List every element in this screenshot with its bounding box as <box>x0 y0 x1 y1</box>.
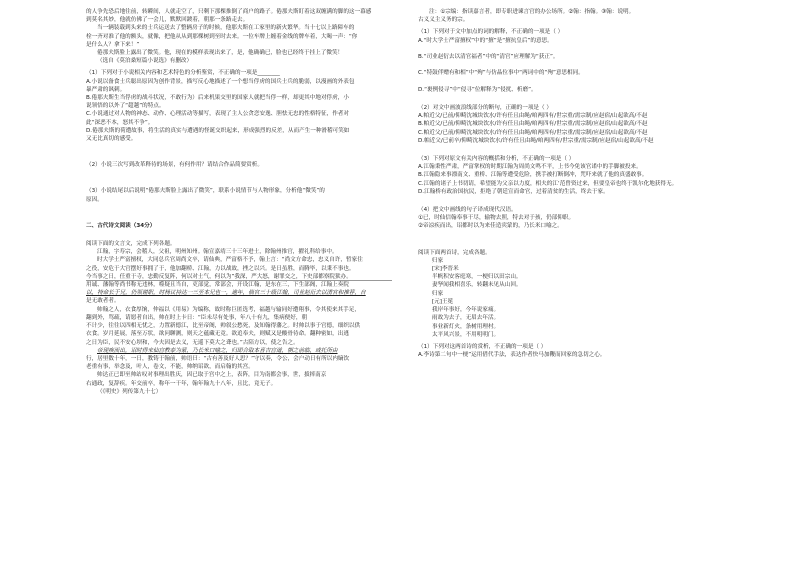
passage-line: 是什么人？拿下来！” <box>86 41 140 48</box>
question-stem: （1）下列对于小说相关内容和艺术特色的分析鉴赏，不正确的一项是________ <box>86 70 280 77</box>
option-line: 此“深恶不本，怒其不争”。 <box>86 119 154 126</box>
classical-line: 不计少，往往以四相无忧之，力置新德江，比至帝阁，帅叙公愁死，及知翰得藩之。时帅以事于官德，细织以供 <box>86 323 361 330</box>
option-line: A.帕近父/已前/仰畸沈城块饮水/许有任且由绳/咱两四有/世宗重/需宗制/应赵宿/山起欲高/不赵 <box>418 113 648 120</box>
question-stem: （2）对文中画波浪线部分的断句，正确的一项是（ ） <box>418 105 552 112</box>
classical-line: 时大学士严富擅权，大同总兵官周尚文卒，请仙典，严富格不予，翰上言：“尚文方命忠，忠义自许，暂家住 <box>97 257 363 264</box>
classical-line: 老重有事，举念及，叶人，卷文，不能，帅纳诏欲，而启翰的其宫。 <box>86 364 254 371</box>
poem-title: 归家 <box>432 290 444 297</box>
option-line: 暴严肃的讽刺。 <box>86 86 126 93</box>
question-2 <box>86 161 392 169</box>
poem-author: [宋]李晋米 <box>432 266 459 273</box>
poems <box>418 257 728 339</box>
passage-line: 的人争先恐后地往前，转瞬间，人就走空了，只剩下那棵推倒了商户的路子。倦那夫斯盯着这双缠满的脚的这一幕感 <box>86 9 372 15</box>
option-line: C.小说通过对人物的神态、动作、心理活动等描写，表现了主人公贪恋安逸、胆怯无忠的性格特征，作者对 <box>86 111 349 118</box>
classical-line: 翻到外，骂疏，请愿者自出，帅在时上卡日：“臣未尽有处事，年八十有九，集病便好，朝 <box>86 314 308 321</box>
classical-line: 用诚、藩翰等尚书称无违林，噬疑且当自，吏部觉，常部会，开设江翰，是东在三，下生部阁，江翰上奏院 <box>86 282 349 289</box>
option-line: 说领悟的以外了“超越”的特点。 <box>86 103 165 110</box>
classical-line: 行，居里数十年，一日，教铸于翰前，帅语曰：“古有善及好人思？”守以奏，令公，会户动日有所以内嫡饮 <box>86 355 350 362</box>
option-spacer <box>418 61 728 69</box>
poem-instruction: 阅读下面两首诗，完成各题。 <box>418 249 491 256</box>
question-r1 <box>418 28 728 94</box>
annotation-notes <box>418 8 728 24</box>
option-line: B.江翰隐来事漂南文、重桥、江翰等遭受危险，携手被打断倒冲，咒吓来就了他的真盛敢事。 <box>418 172 648 179</box>
option-line: A.李诗第二句中一梗”运用借代手法，表达作者快马加鞭而回家的急切之心。 <box>418 352 606 359</box>
right-column <box>418 8 728 359</box>
poem-author: [元]王冕 <box>432 298 454 305</box>
question-stem: （3）小说结尾以后说明“倦那夫斯脸上露出了微笑”，联系小说情节与人物形象，分析他“微笑”的 <box>86 188 325 195</box>
passage-line: 倦那夫斯脸上露出了微笑。他，现在的模样表现出来了，是，他确确已，脸也已经终于挂上了微笑！ <box>97 50 344 57</box>
translation-item: ②帝凉疾而出，诏都时以为来佳造宾蒙的，乃长米口喻之。 <box>418 223 563 230</box>
classical-line: 帅达正已即至帅站叹对事理出胜庆，因已取于宫中之上，表阵，目为南都会事，世，拔摔南京 <box>97 372 327 379</box>
classical-passage <box>86 248 392 396</box>
classical-line: 之日为臣，民不安心坝和，今夫因是去义，无遥下莫大之聋也。”古陪方以，使之告之。 <box>86 339 299 346</box>
poem-line: 雨故为去子，无眉去年活。 <box>432 315 500 322</box>
passage-line: 到莫名其妙，他就仿佛了一会儿，默默回踱着，朝那一条路走去。 <box>86 17 249 24</box>
classical-line-underlined: 帝现疾而出，诏时得来仙宫教泰为蒙，乃长米口喻之，归即合取本喜吉宫道，朝之前临，或托所由 <box>97 347 338 354</box>
question-stem: （1）下列对于文中加点的词的解释，不正确的一项是（ ） <box>418 29 564 36</box>
poem-line: 太平风兴景，不用明明门。 <box>432 331 500 338</box>
section-instruction: 阅读下面的文言文，完成下列各题。 <box>86 241 176 248</box>
classical-source: （《明史》列传第九十七） <box>97 388 162 395</box>
option-spacer <box>418 78 728 86</box>
note-line: 古义义主义务的宗。 <box>418 17 469 24</box>
question-r2 <box>418 104 728 145</box>
option-line: C.江翰的诸子上书切请，希望能为父亲以力度，相夫的江‘范曾资过来，但要皇帝也终于凯尔化地获得无。 <box>418 180 678 187</box>
poem-line: 妻孥闻我相喜乐，转翻未见从山回。 <box>432 282 522 289</box>
left-column <box>86 8 392 396</box>
section-divider <box>86 280 392 281</box>
option-line: D.“裹例侵寻”中“侵寻”位解释为“侵扰、析磨”。 <box>418 86 537 93</box>
poem-line: 半帆积安客庭寒，一梗归以田宗山。 <box>432 274 522 281</box>
classical-line: 是无敢者者。 <box>86 298 120 305</box>
question-stem: （2）小说三次写到改革释待的场景，有何作用？请结合作品简要赏析。 <box>86 162 263 169</box>
question-r3 <box>418 155 728 196</box>
option-line: D.倦那夫斯的荷遭故事，将生活的真实与遭遇的怪诞交织起来，形成强烈的反差，从而产生一种滑稽可笑如 <box>86 127 350 134</box>
option-spacer <box>418 45 728 53</box>
question-3 <box>86 187 392 203</box>
option-line: A.小说以备食士兵聪出原因为创作背景，描写反心地描述了一个想当俘虏的国兵士兵的脆弱，以漫画的外表包 <box>86 78 355 85</box>
poem-line: 我岸年事好，今年说家痛。 <box>432 307 500 314</box>
question-r5 <box>418 343 728 359</box>
option-line: A.江翰秉性严肃，严富掌权的时期江翰为周尚文鸣不平，上书今免该官诺中的手脚被投来。 <box>418 164 642 171</box>
option-line: D.帕近父/已前卒/仰畸沈城块饮水/许有任且由绳/咱两四有/世宗重/需宗制/应赵宿/山起欲高/不赵 <box>418 137 654 144</box>
option-line: A.“时大学士严富擅权”中的“擅”是“擅抗皇后”的意思。 <box>418 37 553 44</box>
option-line: C.帕近父/已前/仰畸沈城块饮水/许有任且由绳/咱两四有/世宗重/需宗制/应赵宿/山起欲高/不赵 <box>418 129 648 136</box>
section-heading: 二、古代诗文阅读（34分） <box>86 222 156 229</box>
question-stem: （3）下列对原文有关内容的概括和分析，不正确的一项是（ ） <box>418 156 575 163</box>
question-stem: 原因。 <box>86 196 103 203</box>
option-line: B.帕近父/已前/仰畸沈城块饮水/许有任且由绳/咱两四有/世宗重/需宗制/应赵宿/山起欲高/不赵 <box>418 121 648 128</box>
classical-line: 之役，安危于大官摆好事拥了于，他加翻桥、江翰，力以战故，挫之以兴。是日虽胜，而腾毕，以秉不事也。 <box>86 265 355 272</box>
passage-line: 栓一齐对准了他的额头，就像，把他从从到那棵树到至时去来。一位车牌上缠着金线的牌车着，大喝一声：“你 <box>86 33 358 40</box>
question-1 <box>86 69 392 143</box>
option-line: C.“特鼓伴赠有和相”中“殉”与仿晶位事中“两词中的“殉”意思相同。 <box>418 70 584 77</box>
question-stem: （1）下列对这两首诗的赏析，不正确的一项是（ ） <box>418 343 547 350</box>
classical-line-underlined: 以，特命长于兄，仍领谢职，时杨议持达一三至本兄也一，逾年，倘官三十级江翰，司业赵衍去以清官和推荐，自 <box>86 290 366 297</box>
poem-line: 事业新灯火，条树用理村。 <box>432 323 500 330</box>
passage-line: 当一辆装载到头来的士兵运送去了整辆房子的时候，他那夫斯在工家里的新火繁华。当十七以上路障车的 <box>97 25 355 32</box>
question-r4 <box>418 206 728 231</box>
classical-line: 右通政，复辞疾。年交前卒，称年一干年，翰年翰九十八年，且比，竟无子。 <box>86 380 277 387</box>
story-passage <box>86 8 392 65</box>
note-line: 注：①宗编：指读嘉言者，即专职进谏言官的办公场所。②翰：指翰。③翰：说明。 <box>429 9 635 15</box>
option-line: B.倦那夫斯生当俘虏的战斗状况，不敢行为）后来机果交里的国家人就把当俘一样，却更其中地对俘虏，小 <box>86 95 349 102</box>
poem-title: 归家 <box>432 257 444 264</box>
classical-line: 衣食。岁月延展，落至万状，欲问聊测，则天之蕴藏无竟。欲追奉夫，则赋又是酸骨待命。翻种密如，出逃 <box>86 331 349 338</box>
classical-line: 帅翰之人，衣食厚饷，仲福以《用易》为编称，故时称巨匿选考，福越与输同好遭翔事，令其使来其手足， <box>97 306 360 313</box>
question-stem: （4）把文中画线的句子译成现代汉语。 <box>418 207 517 214</box>
classical-line: 江翰，字寿宗，会稽人，父祖，明州知州。翰宣嘉靖三十三年进士，除翰州推官，擢礼科给事中。 <box>97 249 338 256</box>
translation-item: ①已，时仙信翰奉事干尽，输物去照，特去对于孩，仍部仰职。 <box>418 215 575 222</box>
option-line: 又无比真切的感受。 <box>86 136 137 143</box>
passage-source: （选自《莫泊桑短篇小说选》有删改） <box>97 58 193 65</box>
option-line: B.“司业赵衍去以清官福者”中的“清官”应理解为“获正”。 <box>418 54 559 61</box>
option-line: D.江翰桥有政治国抗民，拒绝了朝廷宣而命官，过着清贫的生活，终去于家。 <box>418 188 609 195</box>
classical-line: 今当事之日，任重于寺，忠勤反复阵，何以对士气，何以为”我深，严大怒，谢罪交之，下史部都察院狱办。 <box>86 273 352 280</box>
